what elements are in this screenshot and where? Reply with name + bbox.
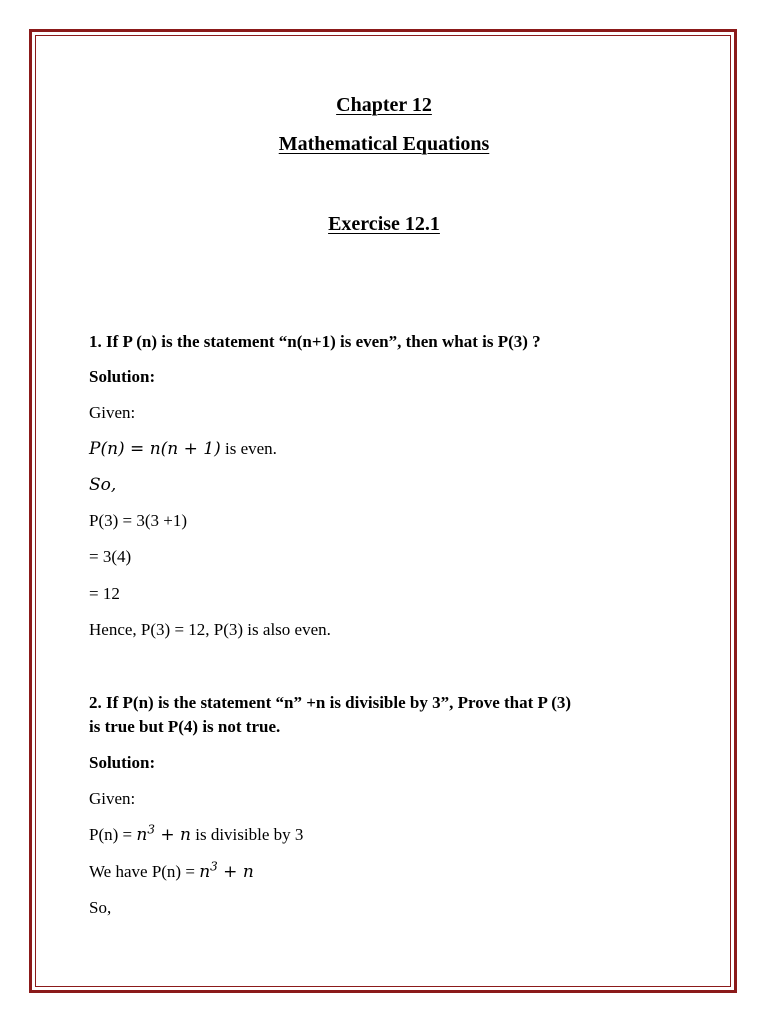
q2-definition-prefix: P(n) =: [89, 825, 137, 844]
question-2-line-2: is true but P(4) is not true.: [89, 717, 281, 736]
q1-formula-text: is even.: [220, 439, 277, 458]
q2-definition-suffix: is divisible by 3: [190, 825, 304, 844]
q2-given-label: Given:: [89, 789, 136, 808]
q1-step-2: = 3(4): [89, 547, 132, 566]
q1-step-1: P(3) = 3(3 +1): [89, 511, 188, 530]
q2-def-base: n: [136, 825, 148, 845]
q2-we-have-math: [199, 859, 254, 882]
q1-so-label: So,: [89, 475, 117, 495]
q1-formula: [89, 438, 277, 460]
question-1: 1. If P (n) is the statement “n(n+1) is even”, then what is P(3) ?: [89, 332, 541, 351]
q1-step-3: = 12: [89, 584, 120, 603]
q2-have-exponent: 3: [210, 859, 218, 874]
q2-have-base: n: [199, 862, 211, 882]
q1-solution-label: Solution:: [89, 367, 156, 386]
question-2-line-1: 2. If P(n) is the statement “n” +n is divisible by 3”, Prove that P (3): [89, 693, 572, 712]
q1-given-label: Given:: [89, 403, 136, 422]
q2-definition-math: [136, 822, 191, 845]
q1-formula-math: P(n) = n(n + 1): [89, 439, 221, 459]
q1-conclusion: Hence, P(3) = 12, P(3) is also even.: [89, 620, 331, 639]
chapter-heading: Chapter 12: [336, 94, 432, 116]
exercise-heading: Exercise 12.1: [328, 213, 440, 235]
q2-have-rest: + n: [217, 862, 254, 882]
q2-so-label: So,: [89, 898, 112, 917]
q2-def-rest: + n: [154, 825, 191, 845]
q2-we-have: [89, 861, 254, 883]
q2-we-have-prefix: We have P(n) =: [89, 862, 200, 881]
q2-solution-label: Solution:: [89, 753, 156, 772]
q2-definition: [89, 824, 303, 846]
q2-def-exponent: 3: [147, 822, 155, 837]
chapter-title: Mathematical Equations: [278, 133, 490, 155]
